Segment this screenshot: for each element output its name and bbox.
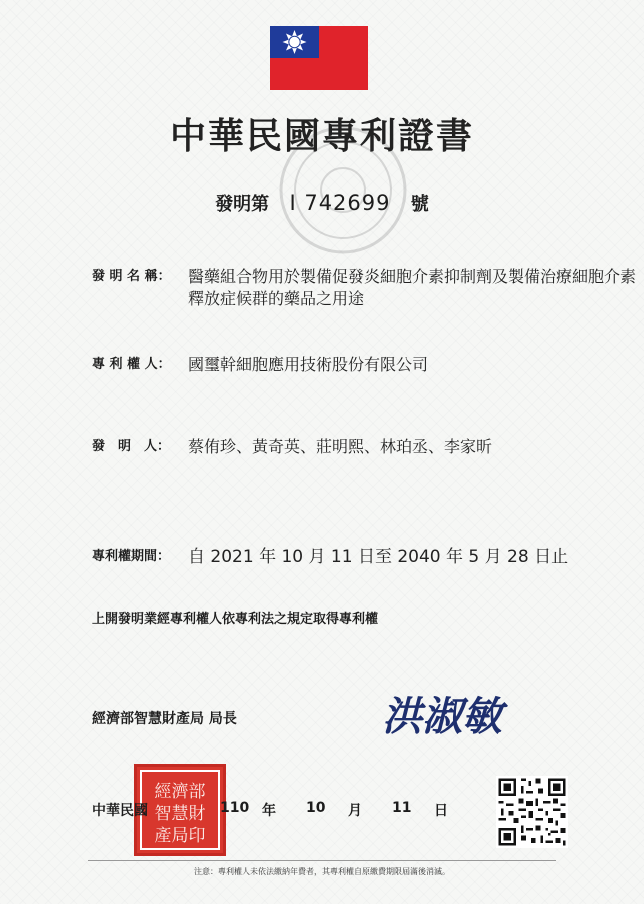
issue-date-day: 11 bbox=[392, 800, 412, 816]
patent-number-prefix: 發明第 bbox=[215, 194, 270, 215]
issue-date-month-unit: 月 bbox=[348, 803, 362, 819]
issue-date-year-unit: 年 bbox=[262, 803, 276, 819]
patent-term-value: 自 2021 年 10 月 11 日至 2040 年 5 月 28 日止 bbox=[188, 547, 569, 567]
footer-divider bbox=[88, 860, 556, 861]
qr-code-icon bbox=[496, 776, 568, 848]
issue-date-month: 10 bbox=[306, 800, 326, 816]
director-signature bbox=[362, 688, 522, 744]
issuing-authority: 經濟部智慧財產局 局長 bbox=[92, 711, 237, 727]
grant-statement: 上開發明業經專利權人依專利法之規定取得專利權 bbox=[92, 612, 379, 627]
signature-text: 洪淑敏 bbox=[382, 693, 502, 740]
footer-note: 注意：專利權人未依法繳納年費者，其專利權自原繳費期限屆滿後消滅。 bbox=[194, 867, 450, 876]
patent-number: I 742699 bbox=[289, 191, 391, 215]
inventors-value: 蔡侑珍、黃奇英、莊明熙、林珀丞、李家昕 bbox=[188, 437, 493, 456]
seal-text-line-2: 智慧財 bbox=[154, 804, 206, 824]
certificate-title: 中華民國專利證書 bbox=[169, 115, 474, 157]
patent-number-line bbox=[0, 190, 644, 216]
seal-text-line-3: 產局印 bbox=[154, 826, 206, 846]
seal-text-line-1: 經濟部 bbox=[154, 782, 206, 802]
patentee-label: 專 利 權 人： bbox=[92, 357, 171, 372]
roc-flag-icon bbox=[270, 26, 368, 90]
issue-date-day-unit: 日 bbox=[434, 803, 448, 819]
patentee-value: 國璽幹細胞應用技術股份有限公司 bbox=[188, 355, 429, 374]
invention-name-value: 醫藥組合物用於製備促發炎細胞介素抑制劑及製備治療細胞介素釋放症候群的藥品之用途 bbox=[188, 267, 637, 308]
invention-name-label: 發 明 名 稱： bbox=[92, 269, 171, 284]
inventors-label: 發 明 人： bbox=[92, 439, 171, 454]
issue-date-era: 中華民國 bbox=[92, 803, 148, 819]
patent-number-suffix: 號 bbox=[410, 194, 429, 215]
issue-date-year: 110 bbox=[220, 800, 250, 816]
issue-date bbox=[92, 800, 492, 822]
patent-term-label: 專利權期間： bbox=[92, 549, 171, 564]
